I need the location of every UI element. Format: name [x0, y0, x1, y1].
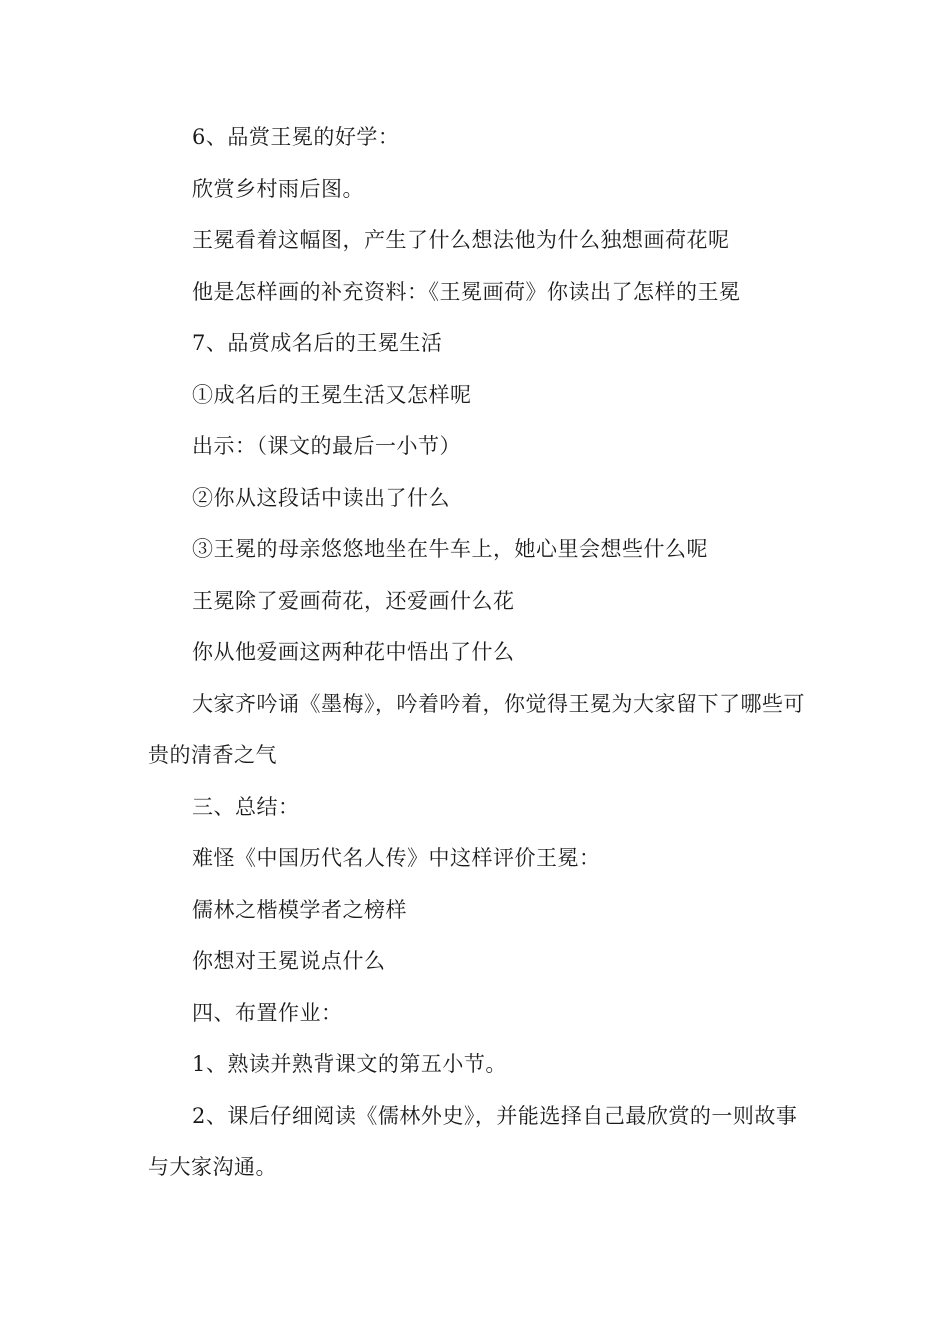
paragraph-4: 他是怎样画的补充资料：《王冕画荷》你读出了怎样的王冕	[192, 279, 741, 304]
paragraph-16: 你想对王冕说点什么	[192, 949, 386, 973]
paragraph-19: 2、课后仔细阅读《儒林外史》，并能选择自己最欣赏的一则故事与大家沟通。	[148, 1103, 798, 1179]
paragraph-17: 四、布置作业：	[192, 1000, 343, 1025]
paragraph-1: 6、品赏王冕的好学：	[192, 125, 400, 149]
paragraph-6: ①成名后的王冕生活又怎样呢	[192, 382, 472, 407]
paragraph-14: 难怪《中国历代名人传》中这样评价王冕：	[192, 846, 601, 870]
paragraph-10: 王冕除了爱画荷花，还爱画什么花	[192, 588, 515, 613]
paragraph-12: 大家齐吟诵《墨梅》，吟着吟着，你觉得王冕为大家留下了哪些可贵的清香之气	[148, 691, 805, 767]
paragraph-8: ②你从这段话中读出了什么	[192, 485, 450, 510]
paragraph-3: 王冕看着这幅图，产生了什么想法他为什么独想画荷花呢	[192, 228, 730, 252]
paragraph-7: 出示：（课文的最后一小节）	[192, 434, 461, 458]
paragraph-9: ③王冕的母亲悠悠地坐在牛车上，她心里会想些什么呢	[192, 537, 708, 561]
paragraph-13: 三、总结：	[192, 794, 300, 819]
paragraph-15: 儒林之楷模学者之榜样	[192, 897, 407, 922]
paragraph-11: 你从他爱画这两种花中悟出了什么	[192, 640, 515, 664]
paragraph-2: 欣赏乡村雨后图。	[192, 176, 364, 201]
paragraph-18: 1、熟读并熟背课文的第五小节。	[192, 1052, 507, 1076]
paragraph-5: 7、品赏成名后的王冕生活	[192, 331, 443, 355]
document-body	[148, 112, 808, 1194]
